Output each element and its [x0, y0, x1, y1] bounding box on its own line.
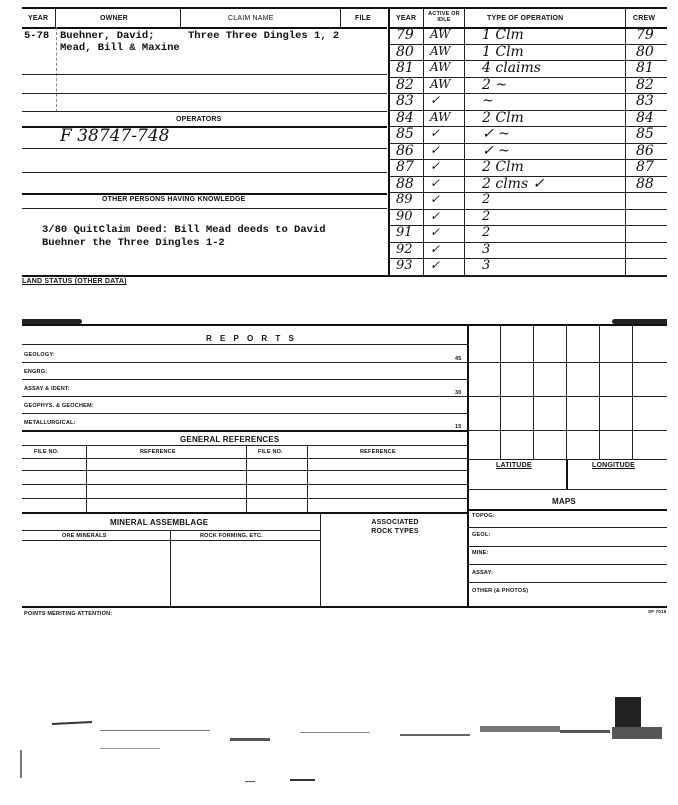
log-year: 84: [396, 110, 414, 126]
owner-name-1: Buehner, David;: [60, 30, 155, 42]
log-year: 89: [396, 192, 413, 207]
owner-year: 5-78: [24, 30, 50, 42]
log-crew: 88: [636, 176, 654, 192]
log-status: ✓: [430, 143, 441, 157]
log-status: AW: [430, 60, 451, 74]
log-operation: 2 clms ✓: [482, 176, 545, 192]
header-owner: OWNER: [100, 15, 128, 22]
reports-title: R E P O R T S: [206, 334, 297, 343]
report-geophys: GEOPHYS. & GEOCHEM:: [24, 403, 94, 409]
general-references-title: GENERAL REFERENCES: [180, 435, 280, 444]
map-assay: ASSAY:: [472, 570, 494, 576]
log-operation: 1 Clm: [482, 27, 524, 43]
points-meriting-attention: POINTS MERITING ATTENTION:: [24, 611, 113, 617]
owner-name-2: Mead, Bill & Maxine: [60, 42, 180, 54]
log-status: ✓: [430, 242, 441, 256]
log-status: AW: [430, 77, 451, 91]
log-year: 92: [396, 242, 413, 257]
log-crew: 81: [636, 60, 654, 76]
rock-forming-label: ROCK FORMING, ETC.: [200, 533, 263, 539]
ref-col-reference-2: REFERENCE: [360, 449, 396, 455]
log-operation: 2 Clm: [482, 110, 524, 126]
log-operation: 2: [482, 209, 491, 224]
log-operation: 4 claims: [482, 60, 541, 76]
report-geology: GEOLOGY:: [24, 352, 55, 358]
report-assay: ASSAY & IDENT:: [24, 386, 70, 392]
operators-label: OPERATORS: [176, 116, 222, 123]
log-crew: 84: [636, 110, 654, 126]
header-year: YEAR: [28, 15, 49, 22]
log-operation: 1 Clm: [482, 44, 524, 60]
log-operation: 2 Clm: [482, 159, 524, 175]
log-operation: 2: [482, 192, 491, 207]
log-year: 87: [396, 159, 414, 175]
log-status: ✓: [430, 258, 441, 272]
log-year: 88: [396, 176, 414, 192]
maps-title: MAPS: [552, 497, 576, 506]
log-operation: 2 ~: [482, 77, 508, 93]
ref-col-reference-1: REFERENCE: [140, 449, 176, 455]
log-status: ✓: [430, 93, 441, 107]
form-number: SF 7015: [648, 609, 667, 614]
log-status: ✓: [430, 209, 441, 223]
report-metallurgical-num: 15: [455, 424, 462, 430]
log-year: 93: [396, 258, 413, 273]
associated-rock-types: ASSOCIATED ROCK TYPES: [371, 519, 419, 535]
log-operation: ~: [482, 93, 494, 109]
log-year: 79: [396, 27, 414, 43]
mineral-title: MINERAL ASSEMBLAGE: [110, 518, 209, 527]
log-status: ✓: [430, 192, 441, 206]
log-status: ✓: [430, 225, 441, 239]
log-year: 91: [396, 225, 413, 240]
log-status: AW: [430, 27, 451, 41]
map-geol: GEOL:: [472, 532, 491, 538]
log-operation: 3: [482, 258, 491, 273]
report-geology-num: 45: [455, 356, 462, 362]
longitude-label: LONGITUDE: [592, 462, 636, 469]
header-year-2: YEAR: [396, 15, 417, 22]
log-operation: ✓ ~: [482, 126, 510, 142]
note-line-2: Buehner the Three Dingles 1-2: [42, 237, 225, 249]
log-crew: 79: [636, 27, 654, 43]
report-assay-num: 30: [455, 390, 462, 396]
log-operation: ✓ ~: [482, 143, 510, 159]
header-type-of-operation: TYPE OF OPERATION: [487, 15, 564, 22]
log-year: 90: [396, 209, 413, 224]
log-crew: 85: [636, 126, 654, 142]
log-crew: 83: [636, 93, 654, 109]
log-status: AW: [430, 110, 451, 124]
log-year: 81: [396, 60, 414, 76]
log-operation: 3: [482, 242, 491, 257]
log-year: 83: [396, 93, 414, 109]
report-metallurgical: METALLURGICAL:: [24, 420, 76, 426]
ref-col-file-2: FILE NO.: [258, 449, 283, 455]
header-active-idle: ACTIVE OR IDLE: [428, 11, 460, 23]
map-mine: MINE:: [472, 550, 489, 556]
header-crew: CREW: [633, 15, 656, 22]
log-crew: 87: [636, 159, 654, 175]
other-persons-label: OTHER PERSONS HAVING KNOWLEDGE: [102, 196, 246, 203]
report-engrg: ENGRG:: [24, 369, 48, 375]
land-status-label: LAND STATUS (OTHER DATA): [22, 278, 127, 285]
log-crew: 82: [636, 77, 654, 93]
map-topog: TOPOG:: [472, 513, 495, 519]
log-status: AW: [430, 44, 451, 58]
log-year: 82: [396, 77, 414, 93]
log-crew: 80: [636, 44, 654, 60]
log-year: 85: [396, 126, 414, 142]
log-year: 86: [396, 143, 414, 159]
log-crew: 86: [636, 143, 654, 159]
header-file: FILE: [355, 15, 371, 22]
operator-note: F 38747-748: [60, 126, 170, 146]
log-operation: 2: [482, 225, 491, 240]
claim-name: Three Three Dingles 1, 2: [188, 30, 340, 42]
header-claim-name: CLAIM NAME: [228, 15, 274, 22]
note-line-1: 3/80 QuitClaim Deed: Bill Mead deeds to David: [42, 224, 326, 236]
ref-col-file-1: FILE NO.: [34, 449, 59, 455]
log-year: 80: [396, 44, 414, 60]
map-other: OTHER (& PHOTOS): [472, 588, 529, 594]
log-status: ✓: [430, 159, 441, 173]
latitude-label: LATITUDE: [496, 462, 532, 469]
ore-minerals-label: ORE MINERALS: [62, 533, 107, 539]
log-status: ✓: [430, 176, 441, 190]
log-status: ✓: [430, 126, 441, 140]
